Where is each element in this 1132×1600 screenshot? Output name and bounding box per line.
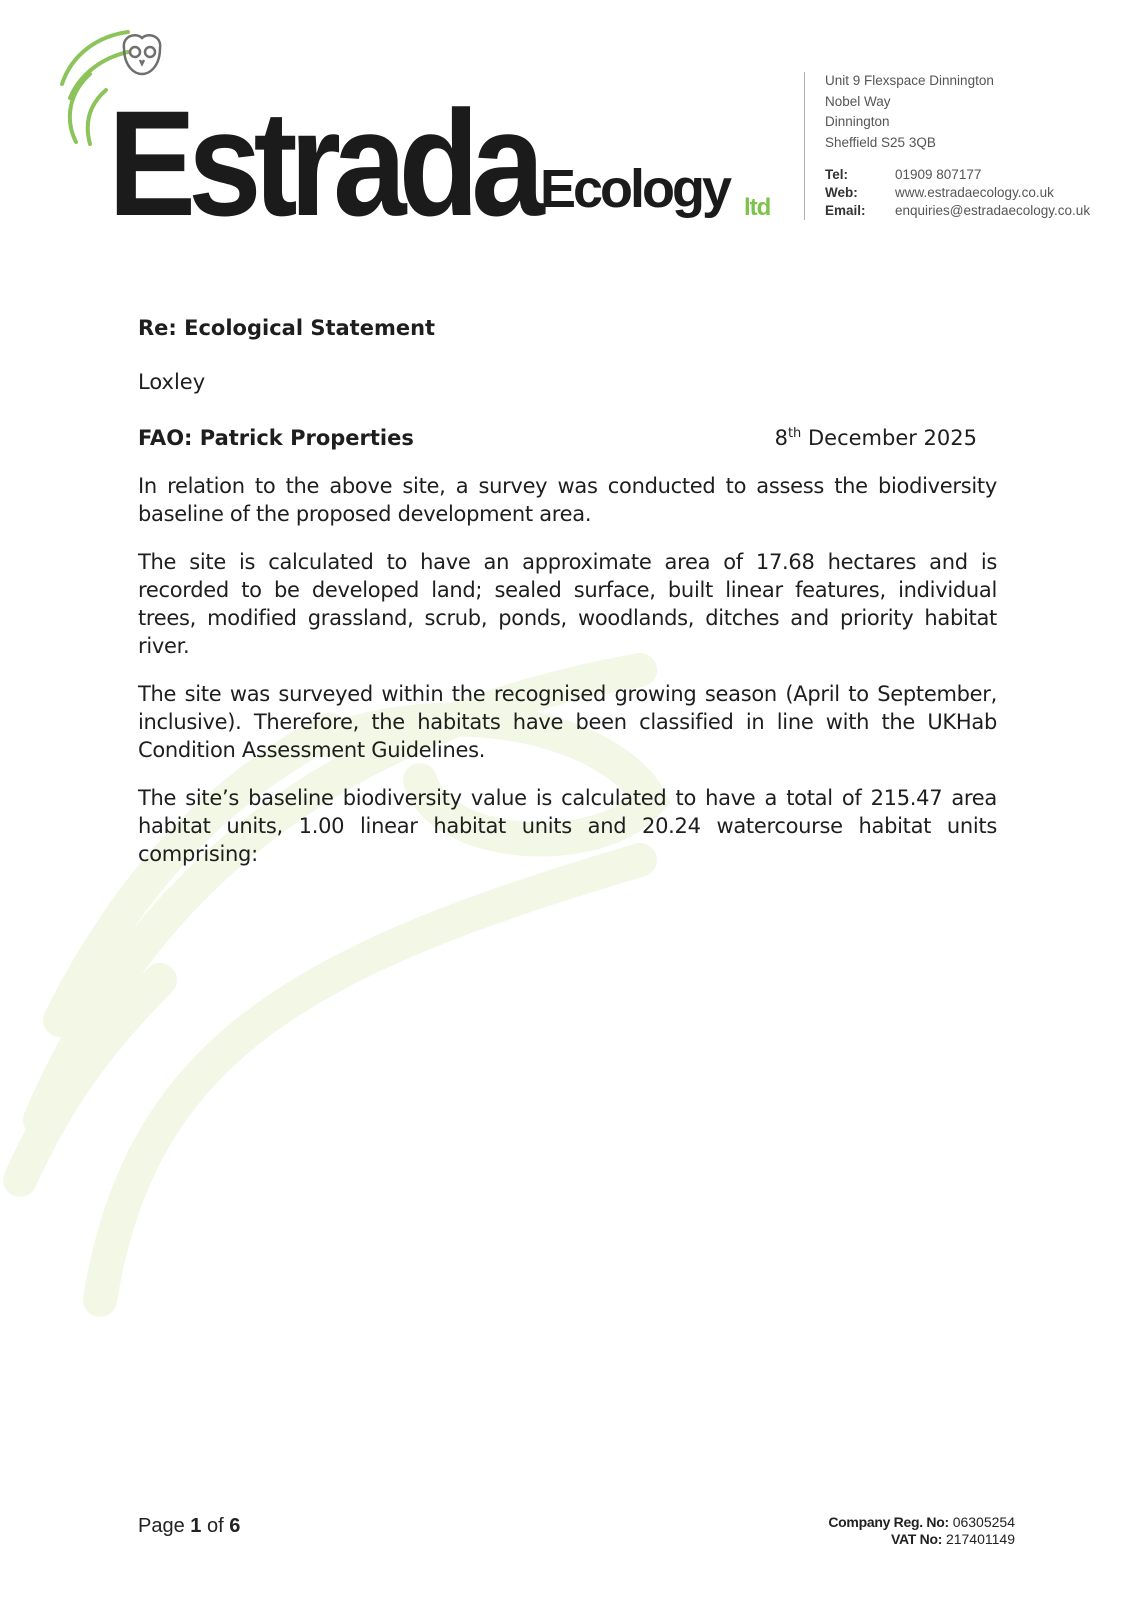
page-word: Page	[138, 1515, 185, 1537]
vat-label: VAT No:	[891, 1531, 943, 1547]
page-total: 6	[229, 1515, 241, 1537]
date-rest: December 2025	[801, 426, 977, 450]
address-line: Unit 9 Flexspace Dinnington	[825, 73, 994, 88]
letter-subject: Re: Ecological Statement	[138, 316, 436, 340]
address-line: Nobel Way	[825, 93, 891, 109]
date-day: 8	[774, 426, 788, 450]
reg-label: Company Reg. No:	[828, 1514, 949, 1530]
email-label: Email:	[825, 203, 866, 218]
fao-recipient: FAO: Patrick Properties	[138, 426, 414, 450]
web-link[interactable]: www.estradaecology.co.uk	[895, 185, 1054, 200]
company-registration	[828, 1514, 1015, 1548]
logo-ltd: ltd	[744, 194, 771, 221]
tel-value: 01909 807177	[895, 167, 982, 182]
fao-date-line	[138, 424, 997, 452]
letter-body	[138, 314, 997, 888]
company-contact	[825, 166, 1090, 220]
date-suffix: th	[787, 426, 802, 441]
header-divider	[804, 72, 805, 220]
email-link[interactable]: enquiries@estradaecology.co.uk	[895, 203, 1091, 218]
page-of: of	[206, 1515, 224, 1537]
paragraph: In relation to the above site, a survey was conducted to assess the biodiversity baseline of the proposed development area.	[138, 474, 997, 526]
address-line: Sheffield S25 3QB	[825, 134, 936, 150]
address-line: Dinnington	[825, 114, 890, 129]
vat-value: 217401149	[945, 1531, 1015, 1547]
reg-value: 06305254	[952, 1514, 1015, 1530]
site-name: Loxley	[138, 370, 206, 394]
paragraph: The site was surveyed within the recognised growing season (April to September, inclusive). Therefore, the habitats have been classified in line with the UKHab Condition Assessment Guidelines.	[138, 682, 997, 762]
tel-label: Tel:	[825, 167, 848, 182]
paragraph: The site is calculated to have an approximate area of 17.68 hectares and is recorded to be developed land; sealed surface, built linear features, individual trees, modified grassland, scrub, ponds, woodlands, ditches and priority habitat river.	[138, 550, 997, 658]
letter-date	[775, 424, 977, 452]
paragraph: The site’s baseline biodiversity value is calculated to have a total of 215.47 area habitat units, 1.00 linear habitat units and 20.24 watercourse habitat units comprising:	[138, 786, 997, 866]
page-current: 1	[190, 1515, 202, 1537]
web-label: Web:	[825, 185, 858, 200]
company-address	[825, 71, 994, 153]
page-number	[138, 1515, 240, 1538]
logo-subword: Ecology	[540, 159, 730, 219]
logo-wordmark: Estrada	[108, 79, 537, 247]
